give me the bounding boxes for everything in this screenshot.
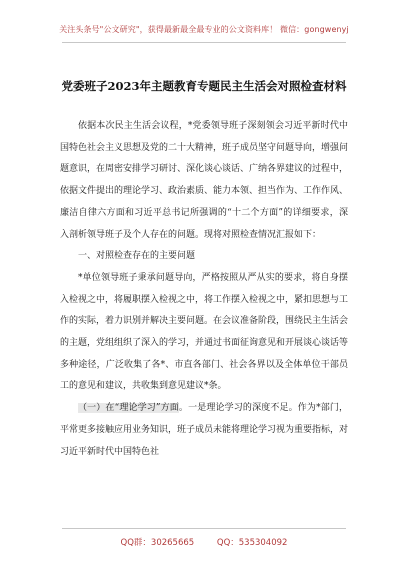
paragraph-intro: 依据本次民主生活会议程，*党委领导班子深刻领会习近平新时代中国特色社会主义思想及党的二十大精神，班子成员坚守问题导向，增强问题意识，在周密安排学习研讨、深化谈心谈话、广纳各界建议的过程中，依据文件提出的理论学习、政治素质、能力本领、担当作为、工作作风、廉洁自律六方面和习近平总书记所强调的“十二个方面”的详细要求，深入剖析领导班子及个人存在的问题。现将对照检查情况汇报如下： xyxy=(60,121,349,240)
paragraph-theory-text: 。一是理论学习的深度不足。作为*部门，平常更多接触应用业务知识，班子成员未能将理论学习视为重要指标，对习近平新时代中国特色社 xyxy=(60,403,349,457)
promo-banner: 关注头条号"公文研究"，获得最新最全最专业的公文资料库！ 微信：gongwenyj xyxy=(59,25,349,34)
qq-text: QQ：535304092 xyxy=(216,538,288,548)
header-divider xyxy=(62,42,346,43)
document-body xyxy=(60,116,348,463)
qq-group-text: QQ群：30265665 xyxy=(120,538,195,548)
footer-contact xyxy=(0,536,408,548)
paragraph-problems: *单位领导班子秉承问题导向，严格按照从严从实的要求，将自身摆入检视之中，将履职摆入检视之中，将工作摆入检视之中，紧扣思想与工作的实际，着力识别并解决主要问题。在会议准备阶段，围绕民主生活会的主题，党组组织了深入的学习，并通过书面征询意见和开展谈心谈话等多种途径，广泛收集了各*、市直各部门、社会各界以及全体单位干部员工的意见和建议，共收集到意见建议*条。 xyxy=(60,272,349,392)
document-title: 党委班子2023年主题教育专题民主生活会对照检查材料 xyxy=(61,79,347,93)
footer-divider xyxy=(62,528,346,529)
paragraph-theory-study xyxy=(60,398,348,463)
section-heading: 一、对照检查存在的主要问题 xyxy=(78,251,196,262)
highlighted-subheading: （一）在“理论学习”方面 xyxy=(78,403,179,414)
